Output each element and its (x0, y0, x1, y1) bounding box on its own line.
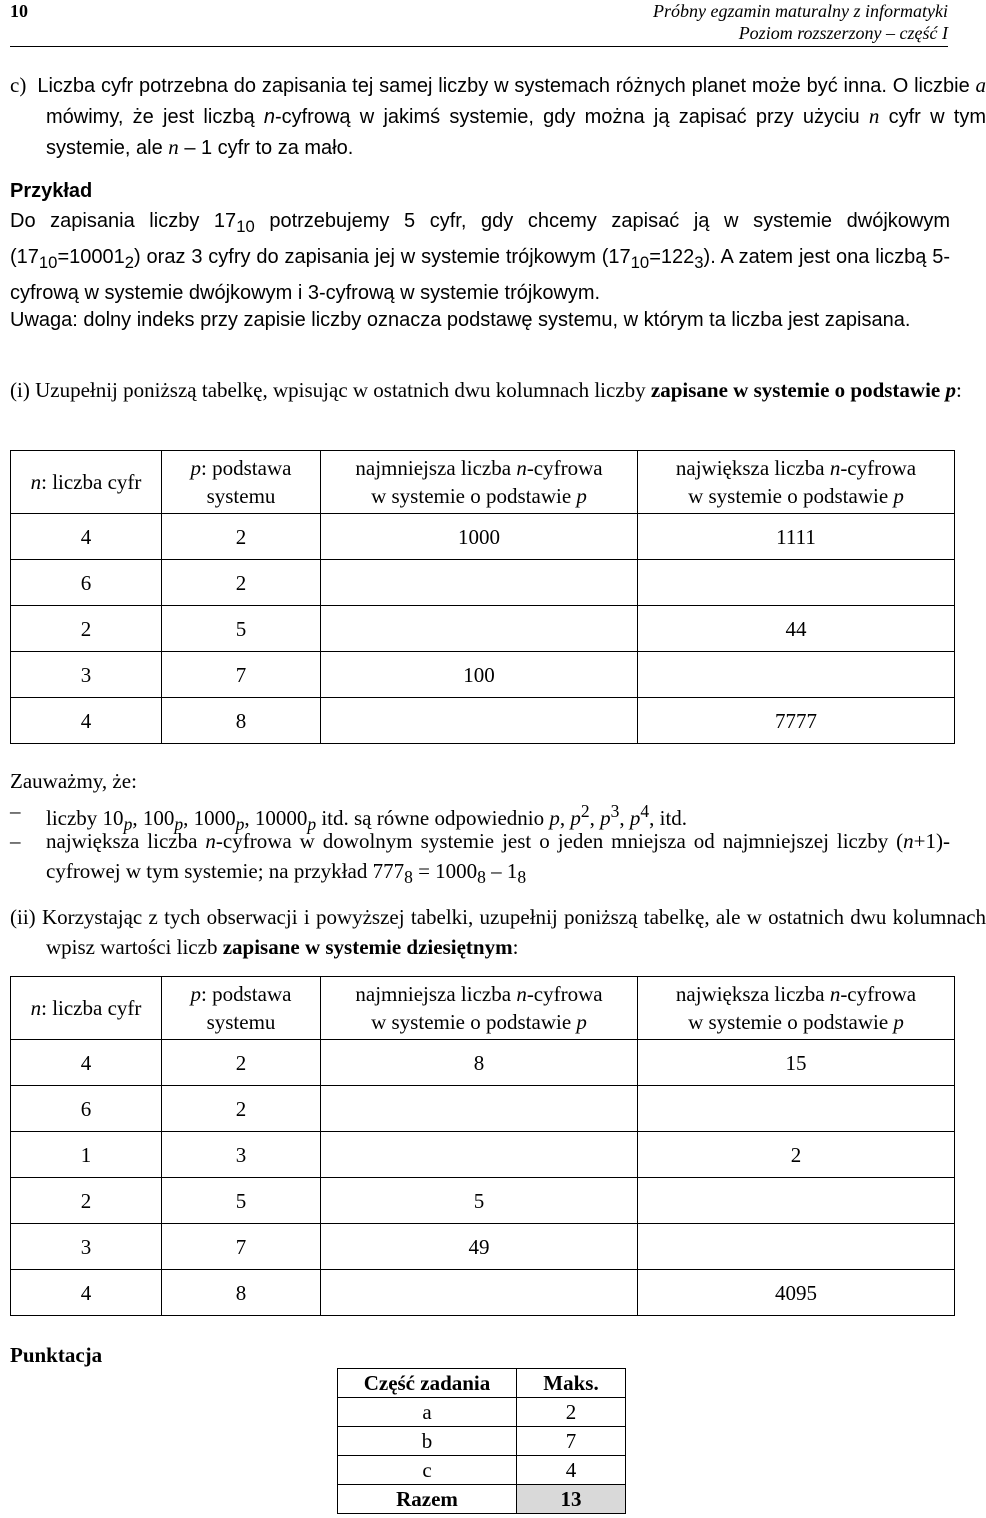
header-max (638, 451, 955, 514)
ex-t1: Do zapisania liczby 17 (10, 210, 237, 232)
observe-item-2-text (46, 826, 950, 892)
observe-item-1 (10, 796, 950, 835)
table-row (11, 1086, 955, 1132)
section-c-text (10, 70, 986, 163)
ex-s1: 10 (236, 217, 255, 236)
cell-max[interactable]: 1111 (638, 514, 955, 560)
ex-t5: =122 (649, 246, 695, 268)
table-row (11, 1132, 955, 1178)
cell-max[interactable]: 44 (638, 606, 955, 652)
cell-base: 7 (162, 652, 321, 698)
var-p: p (893, 1010, 904, 1034)
table-row (11, 1040, 955, 1086)
obs-text: , 100 (132, 806, 175, 830)
cell-digits: 6 (11, 1086, 162, 1132)
var-n: n (205, 829, 216, 853)
header-max-a: największa liczba (675, 456, 830, 480)
c-text-e: – 1 cyfr to za mało. (178, 137, 354, 159)
var-p: p (600, 806, 611, 830)
var-p: p (576, 484, 587, 508)
scoring-part: a (338, 1398, 517, 1427)
cell-base: 2 (162, 560, 321, 606)
table-2 (10, 976, 955, 1316)
dash-bullet: – (10, 829, 21, 853)
cell-base: 5 (162, 606, 321, 652)
task-2-tail: : (512, 935, 519, 959)
scoring-col-part: Część zadania (338, 1369, 517, 1398)
header-digits-label: : liczba cyfr (41, 470, 142, 494)
ex-t2: potrzebujemy 5 cyfr, gdy chcemy zapisać ją w systemie dwójkowym (17 (10, 210, 950, 268)
cell-base: 2 (162, 1086, 321, 1132)
table-row (338, 1427, 626, 1456)
task-2-text (10, 902, 986, 962)
var-p: p (190, 456, 202, 480)
scoring-total-value: 13 (517, 1485, 626, 1514)
header-digits (11, 451, 162, 514)
ex-s5: 3 (694, 253, 704, 272)
subscript: 8 (517, 867, 527, 888)
var-n: n (30, 470, 42, 494)
var-p: p (945, 378, 956, 402)
var-p: p (893, 484, 904, 508)
table-2-header (11, 977, 955, 1040)
example-text (10, 206, 950, 308)
var-p: p (174, 814, 184, 835)
var-p: p (235, 814, 245, 835)
table-row (338, 1456, 626, 1485)
cell-base: 8 (162, 698, 321, 744)
cell-min[interactable] (321, 560, 638, 606)
header-line-1: Próbny egzamin maturalny z informatyki (653, 1, 948, 21)
cell-base: 5 (162, 1178, 321, 1224)
cell-min[interactable] (321, 1270, 638, 1316)
var-n: n (868, 104, 880, 128)
cell-max[interactable]: 7777 (638, 698, 955, 744)
header-min-c: w systemie o podstawie (371, 1010, 577, 1034)
task-2-body: Korzystając z tych obserwacji i powyższej tabelki, uzupełnij poniższą tabelkę, ale w ostatnich dwu kolumnach wpisz wartości liczb (41, 905, 986, 959)
example-block (10, 176, 950, 308)
obs-text: , itd. (649, 806, 688, 830)
header-max-c: w systemie o podstawie (688, 1010, 894, 1034)
ex-t3: =10001 (57, 246, 125, 268)
cell-base: 2 (162, 1040, 321, 1086)
cell-digits: 4 (11, 514, 162, 560)
var-p: p (629, 806, 641, 830)
task-1-label: (i) (10, 378, 30, 402)
obs-text: , 10000 (244, 806, 308, 830)
cell-base: 8 (162, 1270, 321, 1316)
observe-heading: Zauważmy, że: (10, 769, 137, 793)
cell-min[interactable] (321, 1132, 638, 1178)
cell-min[interactable]: 1000 (321, 514, 638, 560)
header-digits (11, 977, 162, 1040)
var-p: p (576, 1010, 587, 1034)
page-header (10, 0, 948, 47)
task-2-bold: zapisane w systemie dziesiętnym (222, 935, 513, 959)
cell-digits: 4 (11, 698, 162, 744)
ex-t4: ) oraz 3 cyfry do zapisania jej w systemie trójkowym (17 (134, 246, 631, 268)
exponent: 2 (580, 801, 590, 821)
obs-text: , 1000 (183, 806, 236, 830)
c-text-d: cyfr w tym systemie, ale (46, 106, 986, 159)
c-text-c: -cyfrową w jakimś systemie, gdy można ją zapisać przy użyciu (274, 106, 869, 128)
var-p: p (190, 982, 202, 1006)
header-base (162, 451, 321, 514)
header-base-label: : podstawa systemu (201, 456, 292, 508)
page-number: 10 (10, 1, 28, 21)
table-row (11, 1270, 955, 1316)
var-p: p (549, 806, 560, 830)
var-n: n (903, 829, 914, 853)
section-c-label: c) (10, 73, 27, 97)
table-row (11, 698, 955, 744)
header-digits-label: : liczba cyfr (41, 996, 142, 1020)
scoring-col-max: Maks. (517, 1369, 626, 1398)
cell-min[interactable] (321, 698, 638, 744)
obs-text: itd. są równe odpowiednio (316, 806, 550, 830)
table-row (11, 1224, 955, 1270)
cell-max[interactable] (638, 1178, 955, 1224)
scoring-max: 2 (517, 1398, 626, 1427)
c-text-b: mówimy, że jest liczbą (46, 106, 264, 128)
var-n: n (516, 982, 527, 1006)
obs-text: , (559, 806, 571, 830)
cell-base: 3 (162, 1132, 321, 1178)
task-1-text (10, 375, 986, 405)
header-min-a: najmniejsza liczba (355, 982, 517, 1006)
header-min-a: najmniejsza liczba (355, 456, 517, 480)
var-n: n (829, 982, 841, 1006)
header-max-a: największa liczba (675, 982, 830, 1006)
exponent: 3 (610, 801, 620, 821)
subscript: 8 (404, 867, 413, 888)
cell-min[interactable] (321, 1086, 638, 1132)
var-n: n (829, 456, 841, 480)
obs-text: największa liczba (46, 829, 206, 853)
cell-min[interactable]: 49 (321, 1224, 638, 1270)
task-1-tail: : (956, 378, 962, 402)
cell-digits: 2 (11, 606, 162, 652)
obs-text: +1)-cyfrowej w tym systemie; na przykład 777 (46, 829, 951, 883)
scoring-header (338, 1369, 626, 1398)
scoring-part: b (338, 1427, 517, 1456)
subscript: 8 (477, 867, 486, 888)
table-1-header (11, 451, 955, 514)
table-row (338, 1398, 626, 1427)
scoring-max: 7 (517, 1427, 626, 1456)
cell-base: 2 (162, 514, 321, 560)
header-max-b: -cyfrowa (840, 456, 917, 480)
cell-digits: 4 (11, 1040, 162, 1086)
cell-digits: 6 (11, 560, 162, 606)
example-heading: Przykład (10, 180, 93, 202)
cell-min[interactable]: 5 (321, 1178, 638, 1224)
cell-digits: 4 (11, 1270, 162, 1316)
scoring-total-row (338, 1485, 626, 1514)
var-n: n (168, 135, 179, 159)
var-p: p (570, 806, 581, 830)
header-max (638, 977, 955, 1040)
task-2-label: (ii) (10, 905, 36, 929)
table-row (11, 560, 955, 606)
obs-text: – 1 (485, 859, 518, 883)
var-p: p (123, 814, 133, 835)
ex-s4: 10 (630, 253, 650, 272)
obs-text: = 1000 (412, 859, 478, 883)
table-row (11, 1178, 955, 1224)
cell-max[interactable] (638, 652, 955, 698)
table-row (11, 606, 955, 652)
cell-digits: 1 (11, 1132, 162, 1178)
obs-text: , (619, 806, 630, 830)
obs-text: , (589, 806, 601, 830)
obs-text: liczby 10 (46, 806, 124, 830)
header-max-b: -cyfrowa (840, 982, 917, 1006)
header-title (653, 0, 948, 44)
scoring-max: 4 (517, 1456, 626, 1485)
scoring-total-label: Razem (338, 1485, 517, 1514)
header-min (321, 451, 638, 514)
ex-t6: ). A zatem jest ona liczbą 5-cyfrową w systemie dwójkowym i 3-cyfrową w systemie trójkowym. (10, 246, 950, 304)
header-min-c: w systemie o podstawie (371, 484, 577, 508)
task-1-bold: zapisane w systemie o podstawie (650, 378, 946, 402)
dash-bullet: – (10, 799, 21, 823)
cell-min[interactable]: 8 (321, 1040, 638, 1086)
task-1-body: Uzupełnij poniższą tabelkę, wpisując w ostatnich dwu kolumnach liczby (35, 378, 651, 402)
cell-base: 7 (162, 1224, 321, 1270)
cell-max[interactable] (638, 560, 955, 606)
header-max-c: w systemie o podstawie (688, 484, 894, 508)
table-1 (10, 450, 955, 744)
cell-max[interactable]: 2 (638, 1132, 955, 1178)
header-min-b: -cyfrowa (526, 456, 603, 480)
scoring-part: c (338, 1456, 517, 1485)
cell-digits: 3 (11, 1224, 162, 1270)
cell-max[interactable]: 15 (638, 1040, 955, 1086)
var-a: a (975, 73, 986, 97)
var-n: n (30, 996, 42, 1020)
cell-min[interactable]: 100 (321, 652, 638, 698)
header-min-b: -cyfrowa (526, 982, 603, 1006)
ex-s3: 2 (124, 253, 134, 272)
var-n: n (263, 106, 275, 128)
cell-max[interactable] (638, 1224, 955, 1270)
c-text-a: Liczba cyfr potrzebna do zapisania tej samej liczby w systemach różnych planet może być inna. O liczbie (37, 75, 976, 97)
note-text: Uwaga: dolny indeks przy zapisie liczby oznacza podstawę systemu, w którym ta liczba jest zapisana. (10, 309, 911, 331)
scoring-table (337, 1368, 626, 1514)
header-base-label: : podstawa systemu (201, 982, 292, 1034)
header-min (321, 977, 638, 1040)
observe-item-2 (10, 826, 950, 886)
table-row (11, 652, 955, 698)
var-p: p (307, 814, 317, 835)
header-line-2: Poziom rozszerzony – część I (738, 23, 948, 43)
cell-max[interactable] (638, 1086, 955, 1132)
obs-text: -cyfrowa w dowolnym systemie jest o jeden mniejsza od najmniejszej liczby ( (215, 829, 904, 853)
table-row (11, 514, 955, 560)
cell-digits: 2 (11, 1178, 162, 1224)
header-base (162, 977, 321, 1040)
cell-min[interactable] (321, 606, 638, 652)
exponent: 4 (640, 801, 650, 821)
cell-max[interactable]: 4095 (638, 1270, 955, 1316)
scoring-heading: Punktacja (10, 1343, 103, 1367)
ex-s2: 10 (38, 253, 58, 272)
var-n: n (516, 456, 527, 480)
cell-digits: 3 (11, 652, 162, 698)
